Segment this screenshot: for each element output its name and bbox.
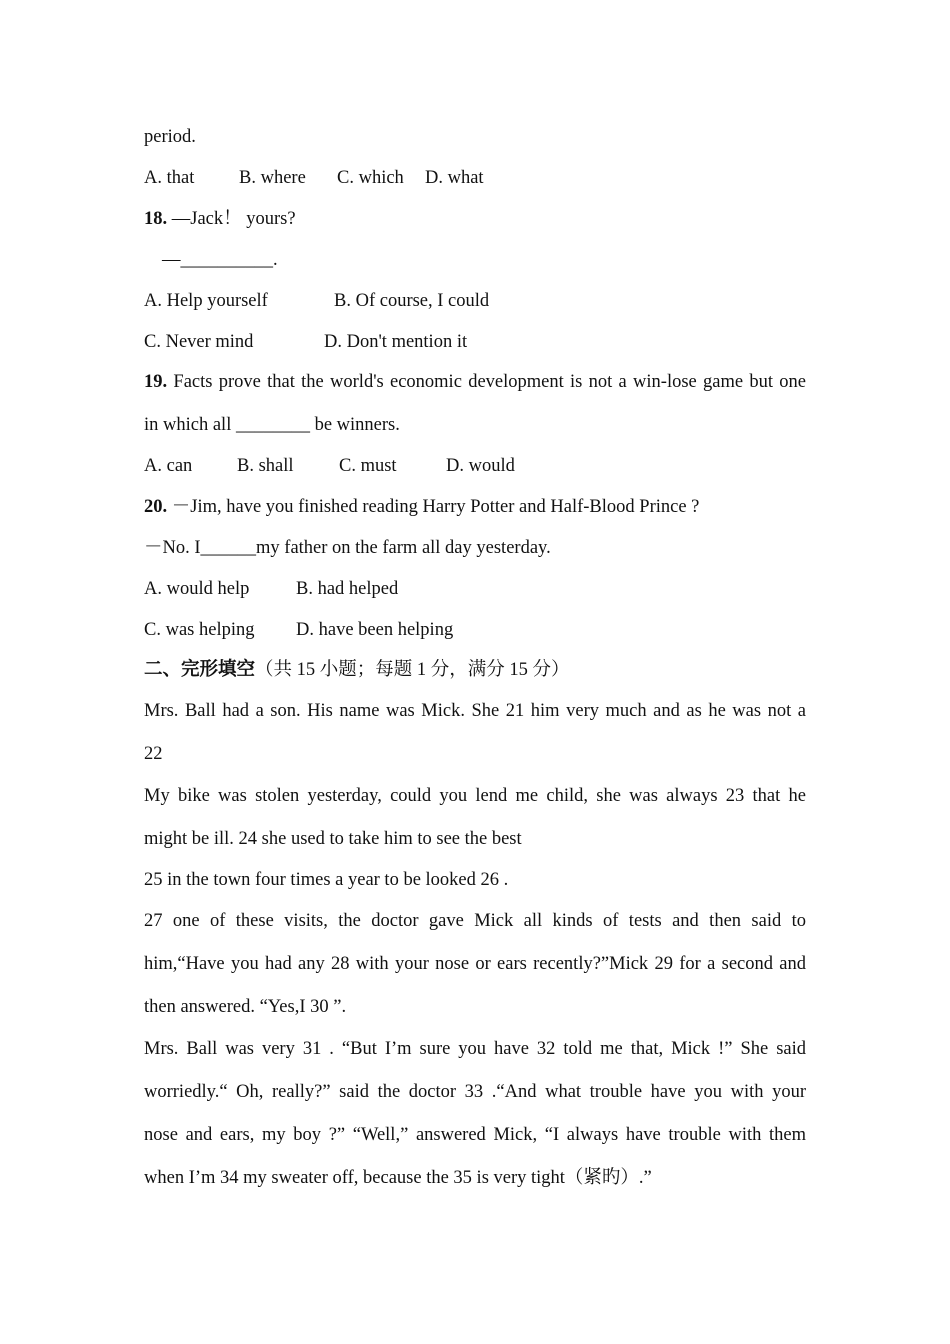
section2-scoring: （共 15 小题；每题 1 分，满分 15 分） (255, 660, 570, 680)
q17-stem-tail: period. (144, 127, 196, 147)
q19-option-d: D. would (446, 456, 515, 476)
q18-option-a: A. Help yourself (144, 291, 268, 311)
passage-line: him,“Have you had any 28 with your nose or ears recently?”Mick 29 for a second and (144, 954, 806, 974)
q19-stem-line2: in which all ________ be winners. (144, 415, 400, 435)
q18-stem (144, 208, 296, 230)
passage-line: nose and ears, my boy ?” “Well,” answered Mick, “I always have trouble with them (144, 1125, 806, 1145)
q20-number: 20. (144, 497, 168, 517)
q19-stem-line1 (144, 371, 806, 393)
passage-line: 25 in the town four times a year to be looked 26 . (144, 870, 509, 890)
q18-reply: —__________. (162, 250, 278, 270)
q18-option-c: C. Never mind (144, 332, 254, 352)
passage-line: worriedly.“ Oh, really?” said the doctor 33 .“And what trouble have you with your (144, 1082, 806, 1102)
passage-line: My bike was stolen yesterday, could you lend me child, she was always 23 that he (144, 786, 806, 806)
passage-line: then answered. “Yes,I 30 ”. (144, 997, 347, 1017)
q18-option-d: D. Don't mention it (324, 332, 468, 352)
q19-option-b: B. shall (237, 456, 294, 476)
q17-option-c: C. which (337, 168, 404, 188)
q19-option-c: C. must (339, 456, 397, 476)
q18-option-b: B. Of course, I could (334, 291, 490, 311)
passage-line: 27 one of these visits, the doctor gave Mick all kinds of tests and then said to (144, 911, 806, 931)
q20-option-a: A. would help (144, 579, 250, 599)
q19-number: 19. (144, 372, 168, 392)
q18-number: 18. (144, 209, 168, 229)
section2-heading (144, 659, 570, 681)
q20-stem (144, 496, 699, 518)
section2-title: 二、完形填空 (144, 660, 256, 680)
passage-line: when I’m 34 my sweater off, because the 35 is very tight（紧旳）.” (144, 1168, 652, 1188)
passage-line: Mrs. Ball was very 31 . “But I’m sure you have 32 told me that, Mick !” She said (144, 1039, 806, 1059)
q19-stem-text: Facts prove that the world's economic development is not a win-lose game but one (173, 372, 806, 392)
passage-line: might be ill. 24 she used to take him to see the best (144, 829, 522, 849)
q20-option-d: D. have been helping (296, 620, 454, 640)
q20-option-c: C. was helping (144, 620, 255, 640)
q17-option-b: B. where (239, 168, 306, 188)
passage-line: Mrs. Ball had a son. His name was Mick. She 21 him very much and as he was not a (144, 701, 806, 721)
q17-option-a: A. that (144, 168, 195, 188)
q17-option-d: D. what (425, 168, 484, 188)
passage-line: 22 (144, 744, 163, 764)
q20-reply: －No. I______my father on the farm all day yesterday. (144, 538, 551, 558)
q19-option-a: A. can (144, 456, 193, 476)
q20-option-b: B. had helped (296, 579, 399, 599)
q20-stem-text: －Jim, have you finished reading Harry Potter and Half-Blood Prince ? (171, 497, 700, 517)
q18-stem-text: —Jack！ yours? (171, 209, 296, 229)
